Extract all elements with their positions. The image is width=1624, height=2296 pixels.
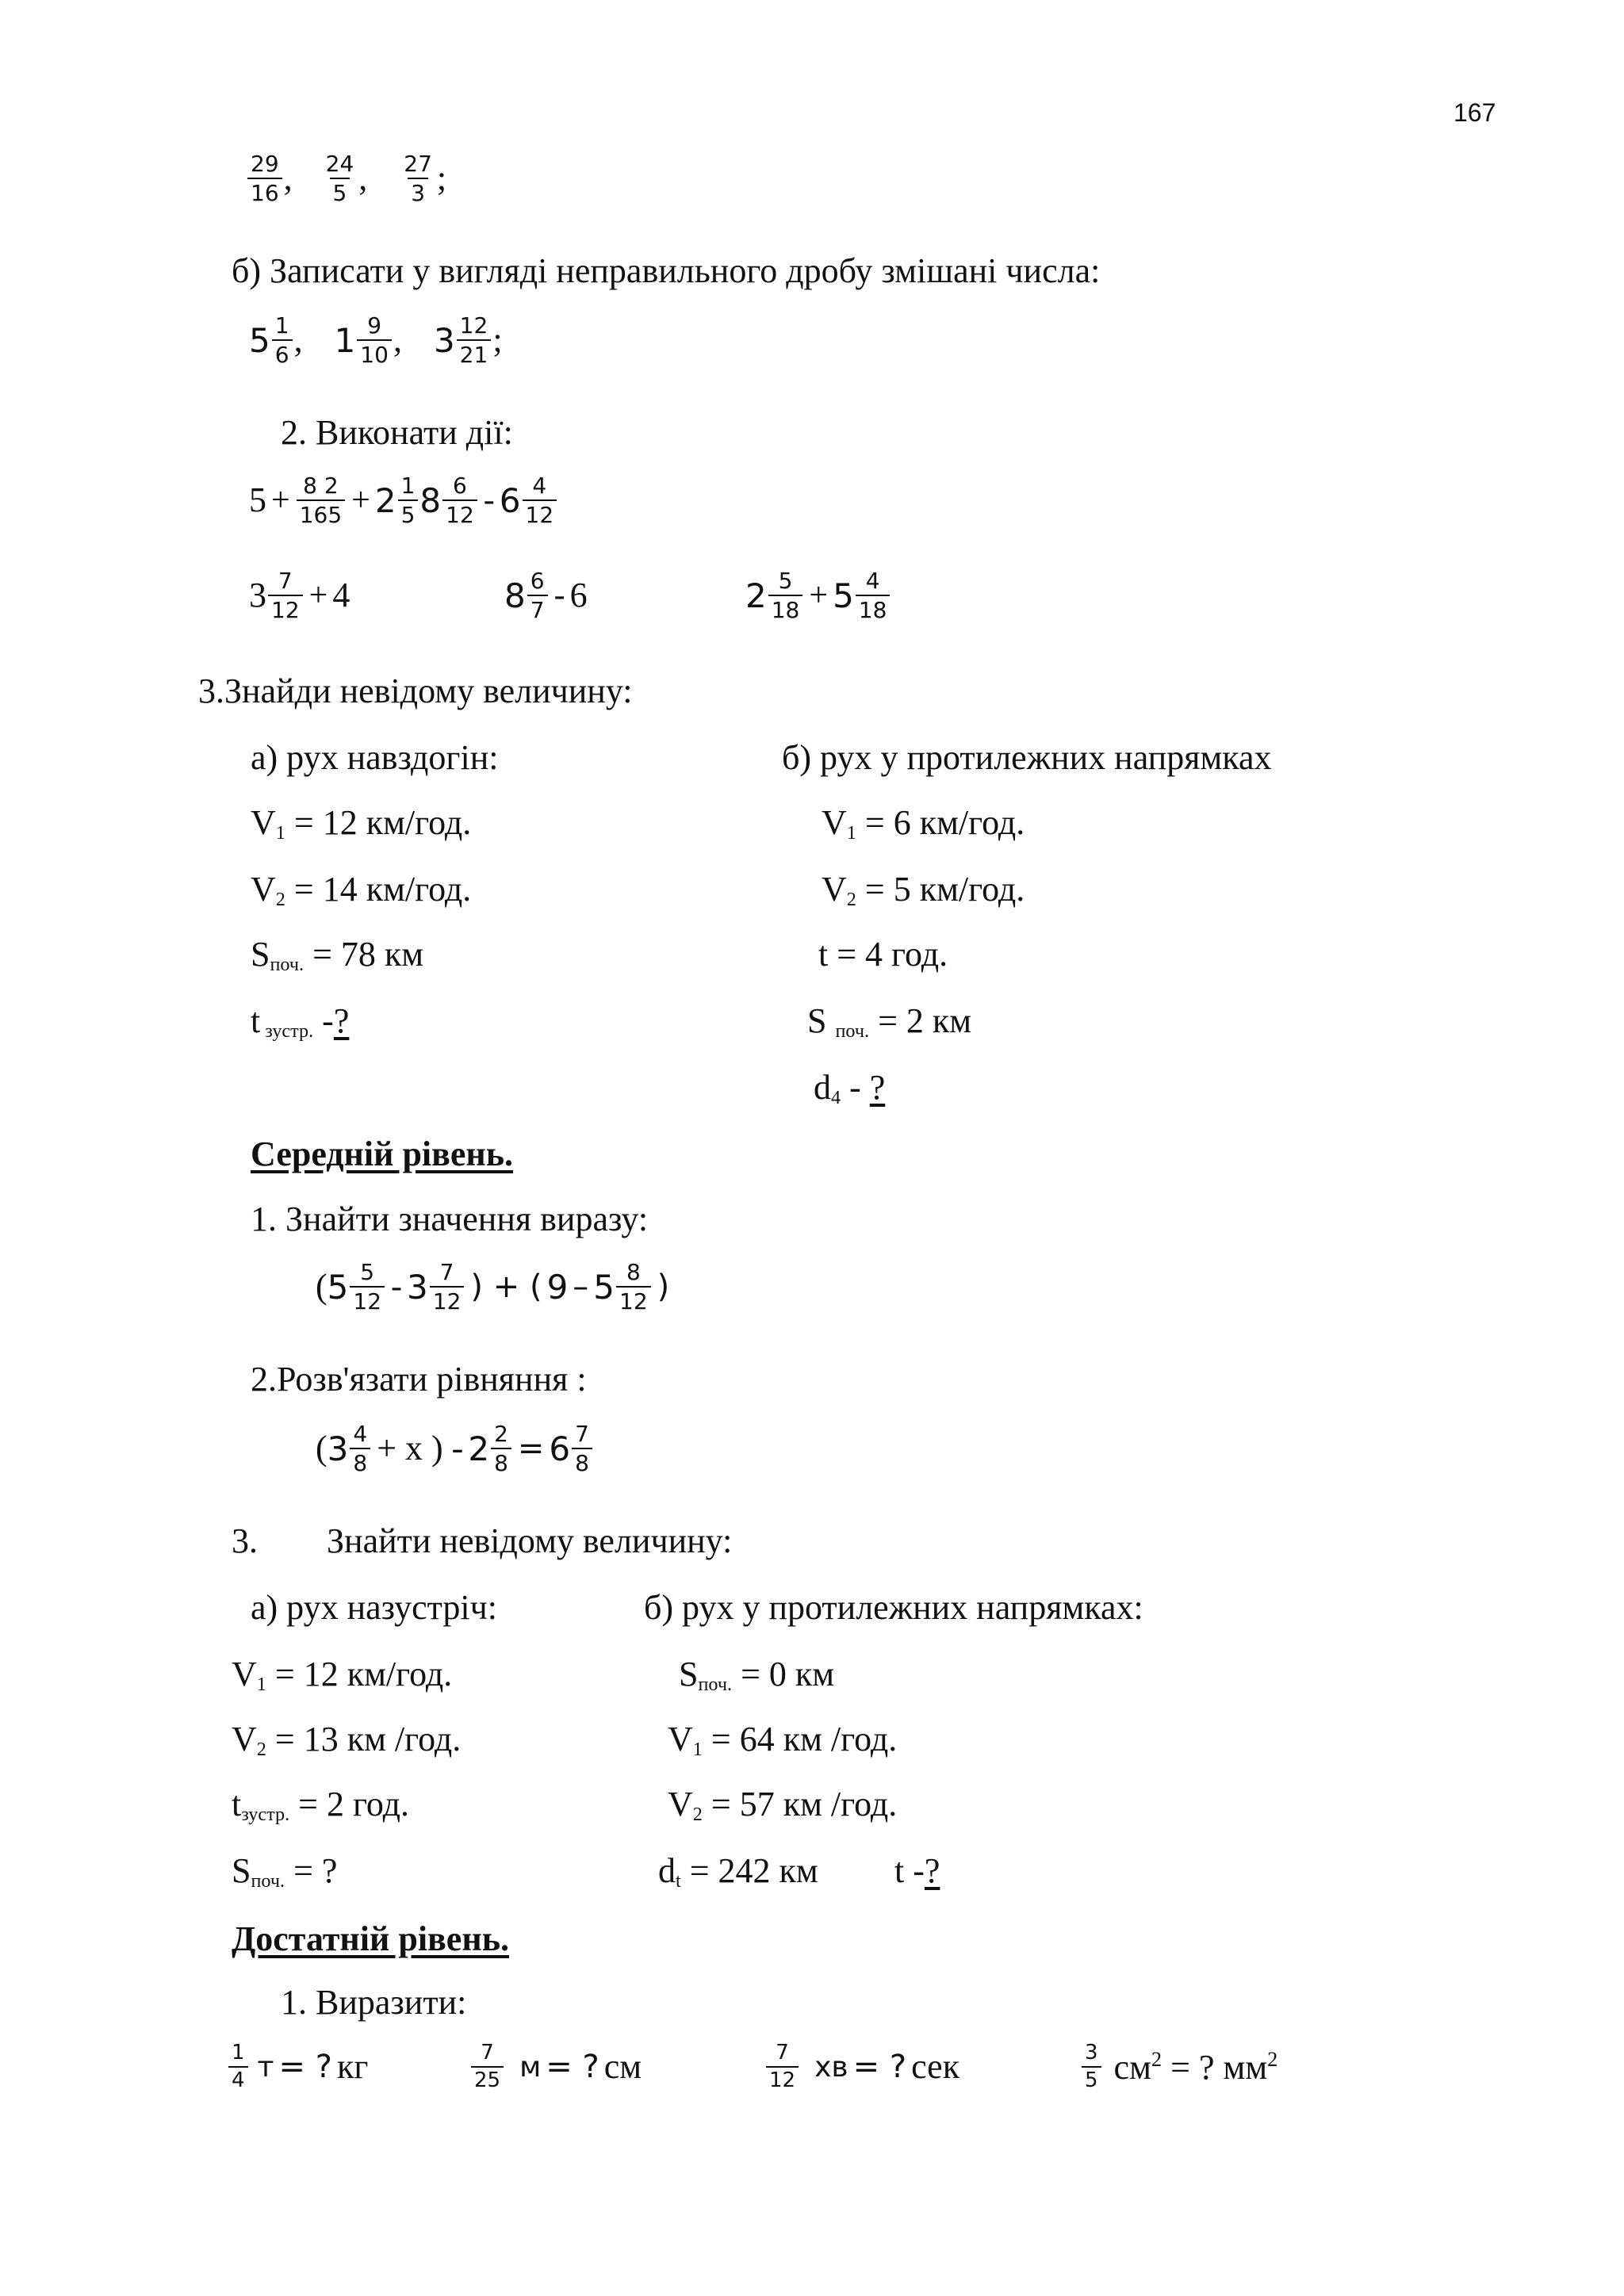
page-number: 167 <box>1454 98 1496 127</box>
subscript: 1 <box>256 1674 266 1696</box>
symbol: V <box>232 1720 257 1758</box>
part-b-v1 <box>822 803 1025 844</box>
numerator: 29 <box>251 151 279 177</box>
part-a-title: а) рух навздогін: <box>251 738 499 777</box>
numerator: 4 <box>353 1421 368 1447</box>
mid-a-title: а) рух назустріч: <box>251 1588 498 1627</box>
denominator: 12 <box>442 499 477 526</box>
fraction <box>471 2042 504 2092</box>
symbol: t <box>251 1001 261 1040</box>
denominator: 12 <box>616 1286 651 1313</box>
numerator: 1 <box>274 312 289 339</box>
denominator: 12 <box>766 2066 799 2091</box>
symbol: S <box>807 1001 836 1040</box>
denominator: 21 <box>457 339 492 366</box>
denominator: 10 <box>357 339 392 366</box>
minus-sign: - <box>483 482 495 519</box>
denominator: 12 <box>268 595 303 622</box>
fraction <box>1082 2042 1101 2092</box>
suff-task-1: 1. Виразити: <box>281 1983 467 2022</box>
conversion-2 <box>469 2042 642 2092</box>
target-unit: сек <box>911 2047 960 2087</box>
whole-part: 8 <box>419 480 442 520</box>
numerator: 1 <box>400 473 416 499</box>
denominator: 18 <box>768 595 803 622</box>
denominator: 8 <box>572 1448 592 1475</box>
whole-part: 6 <box>549 1429 571 1468</box>
subscript: 2 <box>256 1739 266 1761</box>
superscript: 2 <box>1151 2047 1162 2072</box>
mid-b-v2 <box>668 1787 897 1824</box>
fraction <box>268 569 303 622</box>
whole-part: 8 <box>504 576 526 615</box>
numerator: 8 2 <box>303 473 339 499</box>
numerator: 2 <box>494 1421 508 1447</box>
expression-1 <box>249 474 558 527</box>
denominator: 12 <box>523 499 557 526</box>
fraction <box>856 569 891 622</box>
value: = 13 км /год. <box>266 1720 462 1758</box>
part-a-t <box>251 1001 350 1043</box>
fraction <box>572 1422 592 1475</box>
whole-part: 5 <box>249 320 270 360</box>
numerator: 7 <box>439 1259 454 1285</box>
mid-b-s <box>679 1657 834 1694</box>
unit <box>1114 2049 1278 2085</box>
mid-task-3-text: Знайти невідому величину: <box>327 1521 733 1560</box>
symbol: t <box>232 1785 242 1823</box>
fraction <box>768 569 803 622</box>
value: = 2 км <box>869 1001 972 1040</box>
operator: + х ) - <box>377 1429 464 1468</box>
subscript: 1 <box>275 822 285 844</box>
mid-a-t <box>232 1787 409 1824</box>
subscript: поч. <box>270 954 304 976</box>
fraction <box>457 314 492 367</box>
suff-level-heading: Достатній рівень. <box>232 1919 509 1958</box>
mid-b-v1 <box>668 1722 897 1759</box>
part-b-v2 <box>822 872 1025 909</box>
fraction <box>527 569 548 622</box>
numerator: 4 <box>532 473 547 499</box>
plus-sign: + <box>271 482 290 519</box>
subscript: зустр. <box>260 1020 314 1043</box>
separator: , <box>393 320 402 360</box>
fraction <box>616 1261 651 1314</box>
unknown-mark: ? <box>924 1851 940 1890</box>
whole-part: 5 <box>593 1267 615 1307</box>
value: - <box>841 1068 870 1107</box>
operator: ) + ( <box>470 1269 542 1306</box>
subscript: 2 <box>692 1804 703 1826</box>
value: = 5 км/год. <box>856 870 1025 909</box>
part-a-v2 <box>251 872 471 909</box>
expression-2a <box>249 569 350 622</box>
unit-text: см <box>1113 2048 1151 2087</box>
numerator: 24 <box>325 151 354 177</box>
whole-part: 3 <box>249 576 266 615</box>
subscript: поч. <box>835 1020 870 1043</box>
value: = 242 км <box>680 1851 818 1890</box>
minus-sign: - <box>553 577 565 614</box>
equals-unknown: = ? мм <box>1162 2048 1268 2087</box>
subscript: поч. <box>251 1870 285 1892</box>
expression-2c <box>745 569 891 622</box>
plus-sign: + <box>351 482 370 519</box>
unknown-mark: ? <box>869 1068 886 1107</box>
equals-sign: = <box>517 1430 545 1468</box>
term: 5 <box>249 480 266 520</box>
unit: м <box>519 2050 542 2084</box>
subscript: поч. <box>698 1674 733 1696</box>
fraction <box>228 2042 248 2092</box>
numerator: 7 <box>575 1421 589 1447</box>
expression-2b <box>504 569 588 622</box>
denominator: 5 <box>1082 2066 1101 2091</box>
value: = 78 км <box>304 935 424 974</box>
superscript: 2 <box>1267 2047 1278 2072</box>
whole-part: 6 <box>499 480 521 520</box>
task-2-text: 2. Виконати дії: <box>281 413 513 452</box>
value: = 12 км/год. <box>266 1655 453 1693</box>
minus-sign: – <box>573 1269 589 1306</box>
separator: , <box>293 320 303 360</box>
numerator: 3 <box>1085 2041 1098 2064</box>
unit: т <box>257 2050 274 2084</box>
numerator: 7 <box>776 2041 789 2064</box>
value: = 14 км/год. <box>285 870 472 909</box>
separator: ; <box>492 320 503 360</box>
denominator: 3 <box>408 178 428 205</box>
denominator: 165 <box>297 499 345 526</box>
value: = ? <box>285 1851 338 1890</box>
mid-task-1: 1. Знайти значення виразу: <box>251 1200 649 1238</box>
numerator: 5 <box>360 1259 375 1285</box>
numerator: 4 <box>865 568 880 594</box>
denominator: 6 <box>272 339 293 366</box>
fraction <box>272 314 293 367</box>
mid-task-2: 2.Розв'язати рівняння : <box>251 1360 587 1399</box>
numerator: 6 <box>453 473 467 499</box>
subscript: t <box>676 1870 681 1892</box>
symbol: V <box>251 870 276 909</box>
task-3-text: 3.Знайди невідому величину: <box>198 672 633 710</box>
mid-level-heading: Середній рівень. <box>251 1135 514 1173</box>
plus-sign: + <box>809 577 829 614</box>
numerator: 7 <box>278 568 293 594</box>
conversion-4 <box>1080 2042 1277 2092</box>
mid-b-d <box>658 1851 818 1892</box>
value: = 64 км /год. <box>702 1720 898 1758</box>
symbol: S <box>232 1851 251 1890</box>
fraction <box>350 1261 385 1314</box>
denominator: 8 <box>350 1448 370 1475</box>
part-a-v1 <box>251 803 472 844</box>
whole-part: 1 <box>334 320 356 360</box>
symbol: V <box>251 803 276 842</box>
fraction <box>297 474 345 527</box>
symbol: d <box>658 1851 676 1890</box>
equals-unknown: = ? <box>546 2049 599 2086</box>
whole-part: 5 <box>833 576 854 615</box>
fraction-3 <box>400 152 435 205</box>
term: 9 <box>546 1267 569 1307</box>
denominator: 5 <box>330 178 350 205</box>
value: - <box>313 1001 334 1040</box>
numerator: 5 <box>778 568 793 594</box>
target-unit: см <box>603 2047 642 2087</box>
symbol: S <box>679 1655 699 1693</box>
denominator: 12 <box>350 1286 385 1313</box>
subscript: 2 <box>846 889 856 911</box>
unknown-mark: ? <box>333 1001 350 1040</box>
mid-a-s <box>232 1851 338 1892</box>
task-b-text: б) Записати у вигляді неправильного дробу змішані числа: <box>232 251 1101 290</box>
mid-b-title: б) рух у протилежних напрямках: <box>644 1588 1143 1627</box>
part-b-t: t = 4 год. <box>818 935 948 974</box>
symbol: V <box>822 803 847 842</box>
fraction-1 <box>247 152 282 205</box>
target-unit: кг <box>337 2047 369 2087</box>
value: = 12 км/год. <box>285 803 472 842</box>
whole-part: 3 <box>433 320 455 360</box>
denominator: 7 <box>527 595 548 622</box>
mid-equation <box>316 1422 594 1475</box>
fraction <box>491 1422 511 1475</box>
value: = 6 км/год. <box>856 803 1025 842</box>
paren-open: ( <box>316 1429 327 1468</box>
value: = 0 км <box>732 1655 835 1693</box>
symbol: V <box>822 870 847 909</box>
denominator: 4 <box>228 2066 248 2091</box>
fraction <box>350 1422 370 1475</box>
value: = 2 год. <box>289 1785 410 1823</box>
numerator: 9 <box>367 312 382 339</box>
mid-expression <box>316 1261 674 1314</box>
fraction <box>442 474 477 527</box>
subscript: 2 <box>275 889 285 911</box>
equals-unknown: = ? <box>852 2049 907 2086</box>
fraction <box>430 1261 465 1314</box>
denominator: 8 <box>491 1448 511 1475</box>
numerator: 12 <box>459 312 488 339</box>
value: = 57 км /год. <box>702 1785 898 1823</box>
symbol: d <box>814 1068 831 1107</box>
symbol: V <box>668 1720 693 1758</box>
paren-close: ) <box>657 1269 670 1306</box>
denominator: 5 <box>398 499 419 526</box>
part-b-d <box>814 1070 885 1108</box>
fraction <box>398 474 419 527</box>
mid-b-t <box>894 1851 940 1890</box>
fraction <box>766 2042 799 2092</box>
separator: , <box>283 159 293 198</box>
fraction <box>357 314 392 367</box>
whole-part: 5 <box>327 1267 349 1307</box>
symbol: S <box>251 935 270 974</box>
subscript: 4 <box>831 1087 841 1109</box>
mid-a-v2 <box>232 1722 461 1759</box>
subscript: 1 <box>846 822 856 844</box>
numerator: 8 <box>626 1259 641 1285</box>
separator: ; <box>436 159 447 198</box>
separator: , <box>358 159 368 198</box>
paren-open: ( <box>316 1267 327 1307</box>
numerator: 27 <box>404 151 432 177</box>
numerator: 7 <box>481 2041 494 2064</box>
conversion-1 <box>227 2042 368 2092</box>
part-a-s <box>251 937 423 974</box>
minus-sign: - <box>391 1269 403 1306</box>
whole-part: 2 <box>374 480 396 520</box>
symbol: V <box>232 1655 257 1693</box>
whole-part: 2 <box>468 1429 490 1468</box>
equals-unknown: = ? <box>278 2049 332 2086</box>
plus-sign: + <box>308 577 328 614</box>
fractions-row-top <box>246 152 446 205</box>
term: 4 <box>332 576 350 615</box>
mid-task-3-number: 3. <box>232 1521 258 1560</box>
denominator: 25 <box>471 2066 504 2091</box>
mixed-numbers-row <box>249 314 503 367</box>
conversion-3 <box>764 2042 959 2092</box>
term: 6 <box>569 576 588 615</box>
part-b-s <box>807 1001 972 1043</box>
subscript: зустр. <box>241 1804 290 1826</box>
denominator: 16 <box>247 178 282 205</box>
part-b-title: б) рух у протилежних напрямках <box>782 738 1272 777</box>
numerator: 6 <box>530 568 545 594</box>
symbol: V <box>668 1785 693 1823</box>
whole-part: 3 <box>327 1429 349 1468</box>
label: t - <box>894 1851 925 1890</box>
mid-a-v1 <box>232 1657 452 1694</box>
unit: хв <box>814 2050 848 2084</box>
denominator: 18 <box>856 595 891 622</box>
denominator: 12 <box>430 1286 465 1313</box>
whole-part: 2 <box>745 576 767 615</box>
fraction-2 <box>323 152 358 205</box>
whole-part: 3 <box>407 1267 428 1307</box>
numerator: 1 <box>232 2041 245 2064</box>
fraction <box>523 474 557 527</box>
subscript: 1 <box>692 1739 703 1761</box>
